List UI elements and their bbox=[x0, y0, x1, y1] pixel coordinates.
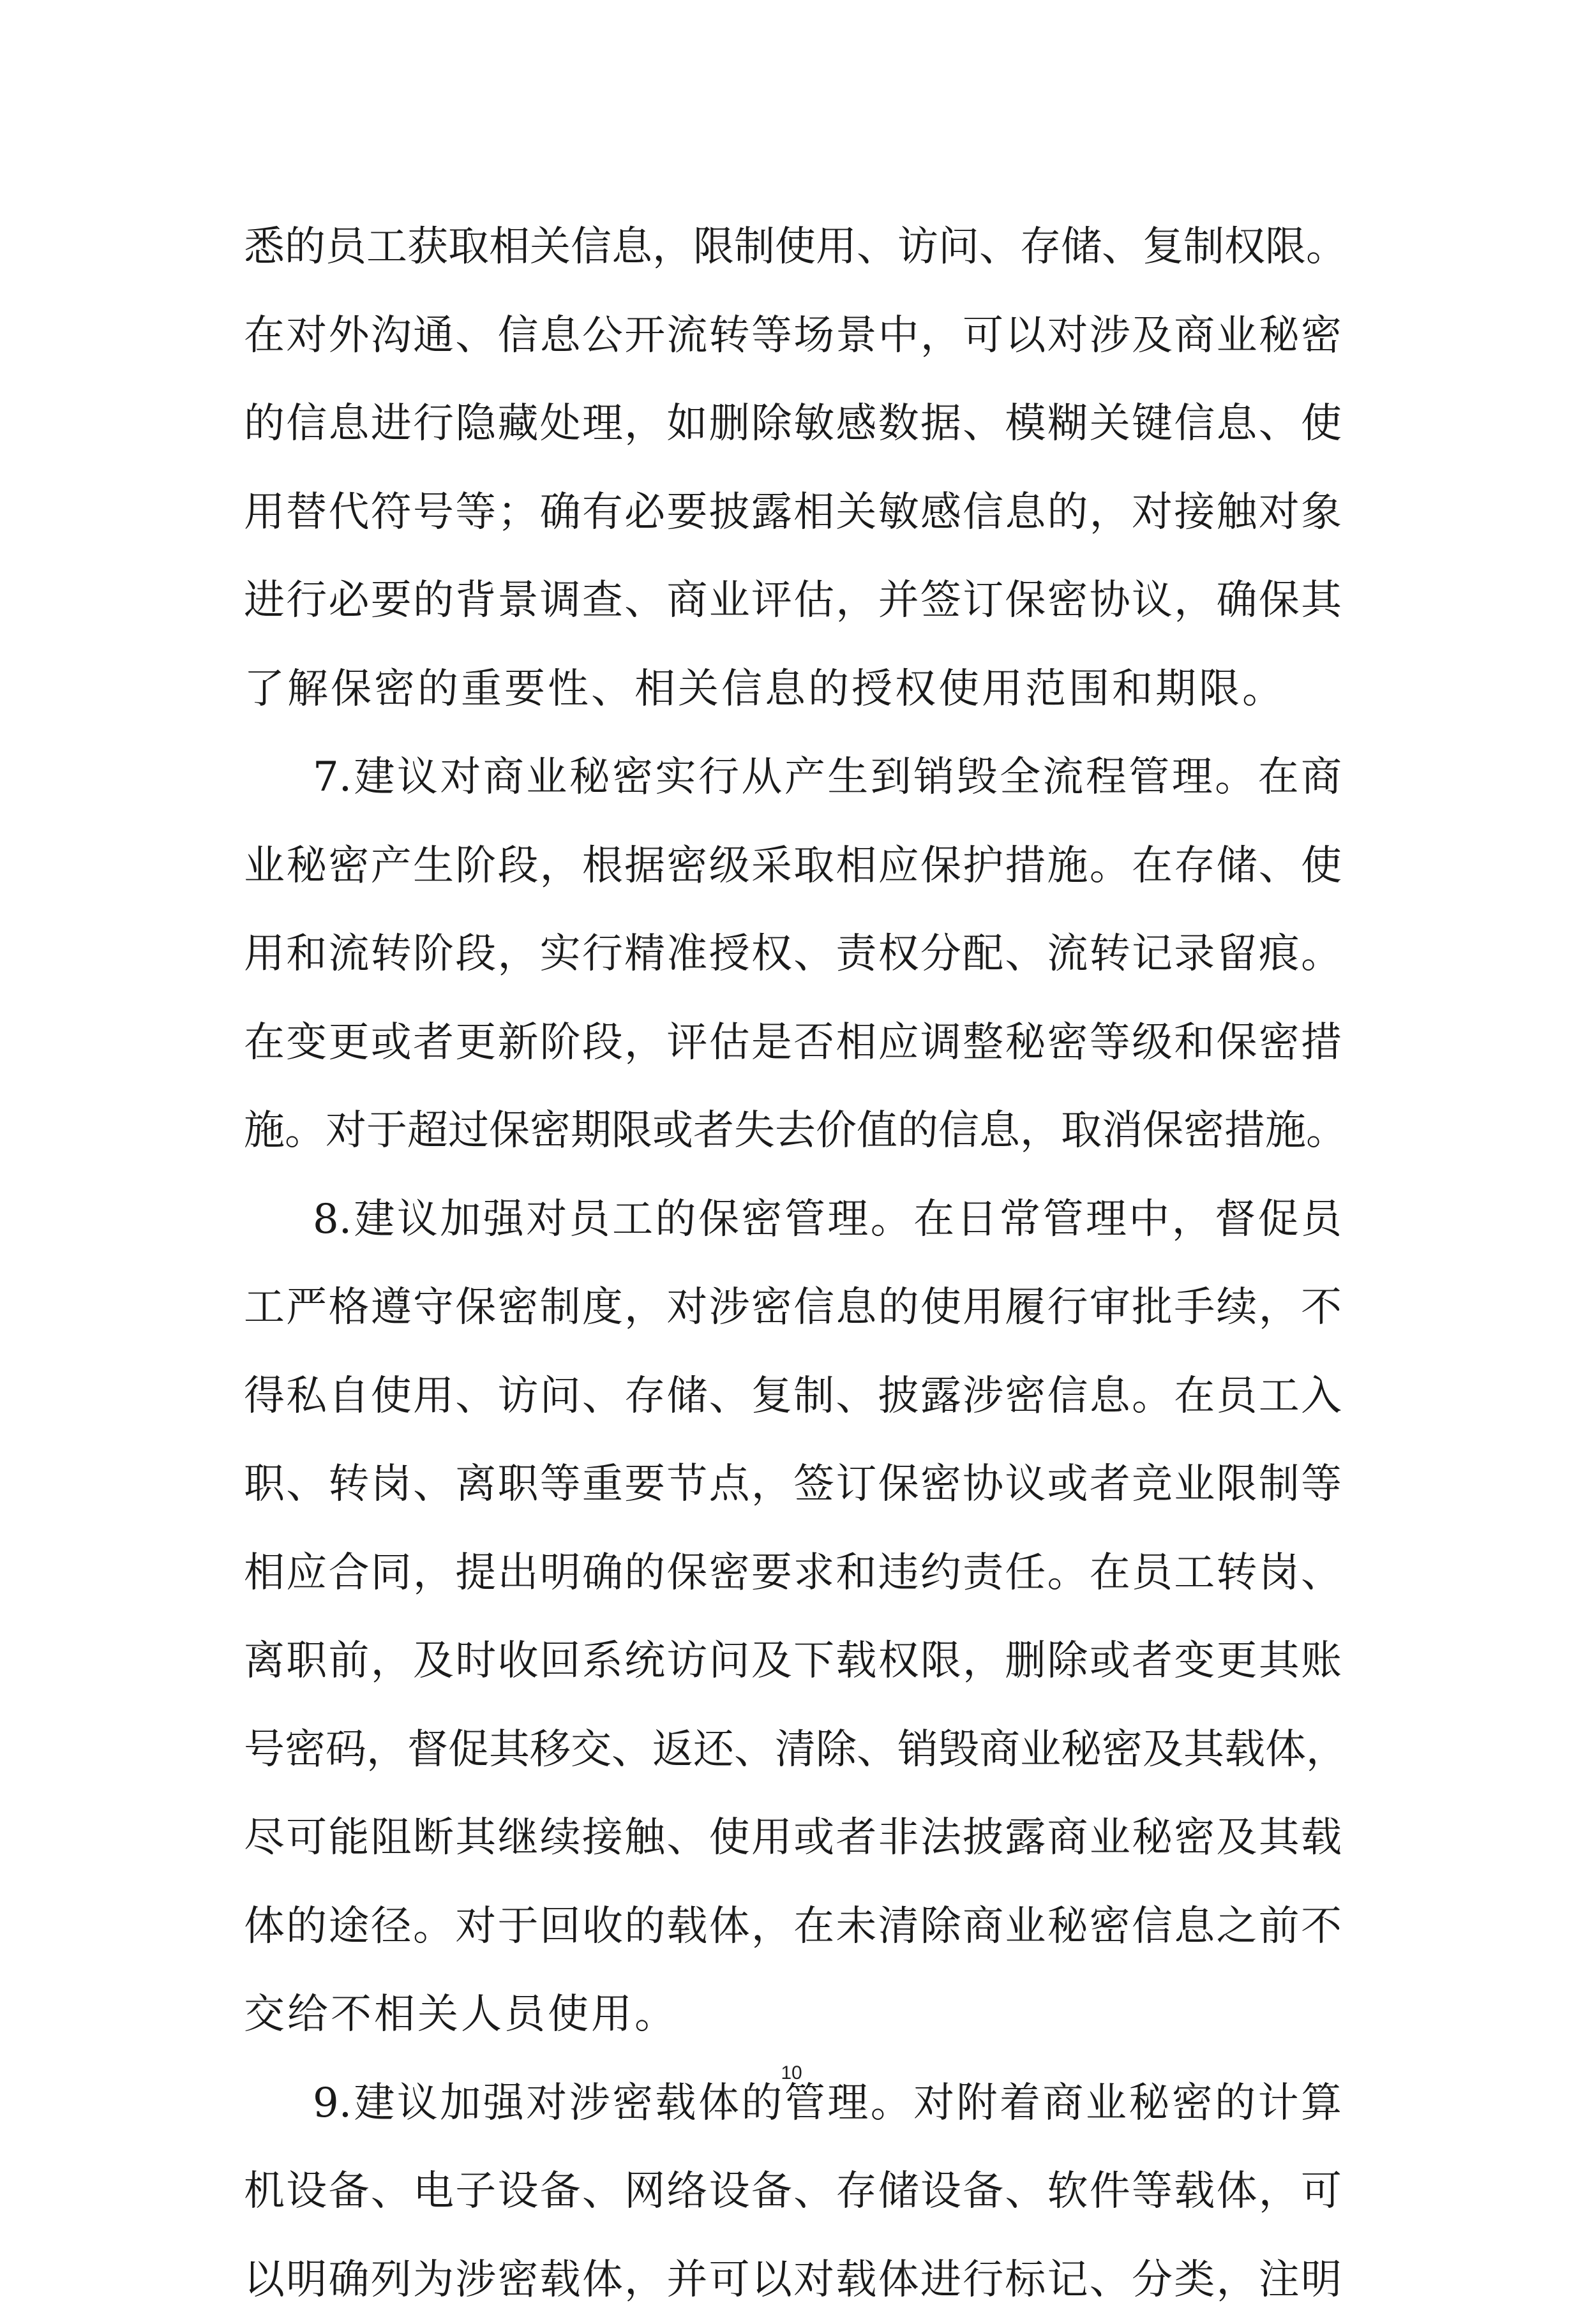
text-line: 业秘密产生阶段，根据密级采取相应保护措施。在存储、使 bbox=[244, 822, 1342, 911]
text-line: 悉的员工获取相关信息，限制使用、访问、存储、复制权限。 bbox=[244, 203, 1342, 292]
text-line: 进行必要的背景调查、商业评估，并签订保密协议，确保其 bbox=[244, 556, 1342, 645]
text-line: 交给不相关人员使用。 bbox=[244, 1970, 1342, 2059]
text-line: 号密码，督促其移交、返还、清除、销毁商业秘密及其载体， bbox=[244, 1706, 1342, 1794]
page-number: 10 bbox=[0, 2062, 1583, 2084]
text-line: 施。对于超过保密期限或者失去价值的信息，取消保密措施。 bbox=[244, 1087, 1342, 1175]
text-line: 在对外沟通、信息公开流转等场景中，可以对涉及商业秘密 bbox=[244, 292, 1342, 380]
paragraph-8-first-line: 8.建议加强对员工的保密管理。在日常管理中，督促员 bbox=[244, 1175, 1342, 1264]
text-line: 相应合同，提出明确的保密要求和违约责任。在员工转岗、 bbox=[244, 1529, 1342, 1618]
body-text bbox=[244, 203, 1342, 2324]
text-line: 得私自使用、访问、存储、复制、披露涉密信息。在员工入 bbox=[244, 1352, 1342, 1441]
text-line: 职、转岗、离职等重要节点，签订保密协议或者竞业限制等 bbox=[244, 1440, 1342, 1529]
paragraph-7-first-line: 7.建议对商业秘密实行从产生到销毁全流程管理。在商 bbox=[244, 733, 1342, 822]
text-line: 的信息进行隐藏处理，如删除敏感数据、模糊关键信息、使 bbox=[244, 380, 1342, 468]
text-line: 工严格遵守保密制度，对涉密信息的使用履行审批手续，不 bbox=[244, 1263, 1342, 1352]
text-line: 体的途径。对于回收的载体，在未清除商业秘密信息之前不 bbox=[244, 1882, 1342, 1971]
text-line: 用替代符号等；确有必要披露相关敏感信息的，对接触对象 bbox=[244, 468, 1342, 557]
text-line: 尽可能阻断其继续接触、使用或者非法披露商业秘密及其载 bbox=[244, 1794, 1342, 1882]
text-line: 用和流转阶段，实行精准授权、责权分配、流转记录留痕。 bbox=[244, 910, 1342, 999]
text-line: 离职前，及时收回系统访问及下载权限，删除或者变更其账 bbox=[244, 1617, 1342, 1706]
text-line: 在变更或者更新阶段，评估是否相应调整秘密等级和保密措 bbox=[244, 999, 1342, 1087]
text-line: 以明确列为涉密载体，并可以对载体进行标记、分类，注明 bbox=[244, 2236, 1342, 2324]
paragraph-9-first-line: 9.建议加强对涉密载体的管理。对附着商业秘密的计算 bbox=[244, 2059, 1342, 2148]
text-line: 了解保密的重要性、相关信息的授权使用范围和期限。 bbox=[244, 645, 1342, 734]
text-line: 机设备、电子设备、网络设备、存储设备、软件等载体，可 bbox=[244, 2147, 1342, 2236]
